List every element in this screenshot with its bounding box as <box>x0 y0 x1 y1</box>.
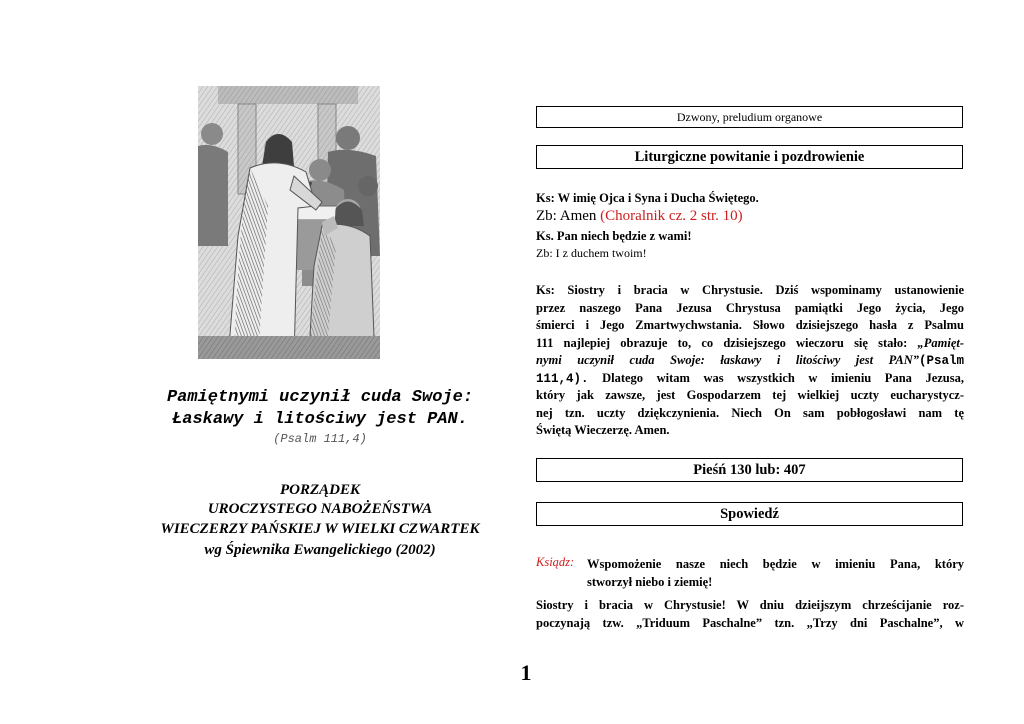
paragraph-line: śmierci i Jego Zmartwychwstania. Słowo dzisiejszego hasła z Psalmu <box>536 318 964 332</box>
order-title-line-4: wg Śpiewnika Ewangelickiego (2002) <box>204 542 436 558</box>
quote-text: nymi uczynił cuda Swoje: łaskawy i litościwy jest PAN” <box>536 353 919 367</box>
confession-line: stworzył niebo i ziemię! <box>587 575 713 589</box>
triduum-paragraph <box>536 597 964 632</box>
psalm-reference: (Psalm 111,4) <box>273 432 367 446</box>
hymn-box: Pieśń 130 lub: 407 <box>536 458 963 482</box>
confession-invocation <box>587 555 964 591</box>
last-supper-engraving-icon <box>198 86 380 359</box>
order-title-line-2: UROCZYSTEGO NABOŻEŃSTWA <box>207 501 433 517</box>
confession-line: Wspomożenie nasze niech będzie w imieniu Pana, który <box>587 557 964 571</box>
greeting-heading-box: Liturgiczne powitanie i pozdrowienie <box>536 145 963 169</box>
congregation-amen-text: Zb: Amen <box>536 208 597 224</box>
order-title-line-3: WIECZERZY PAŃSKIEJ W WIELKI CZWARTEK <box>160 521 480 537</box>
priest-label: Ksiądz: <box>536 555 575 569</box>
paragraph-line: Ks: Siostry i bracia w Chrystusie. Dziś wspominamy ustanowienie <box>536 283 964 297</box>
paragraph-line-part: Dlatego witam was wszystkich w imieniu Pana Jezusa, <box>588 370 964 385</box>
paragraph-line: przez naszego Pana Jezusa Chrystusa pamiątki Jego życia, Jego <box>536 300 964 315</box>
page-number: 1 <box>520 660 532 685</box>
paragraph-line: poczynają tzw. „Triduum Paschalne” tzn. „Trzy dni Paschalne”, w <box>536 615 964 630</box>
paragraph-line: Siostry i bracia w Chrystusie! W dniu dzieijszym chrześcijanie roz- <box>536 598 964 612</box>
congregation-amen <box>536 208 966 225</box>
paragraph-line <box>536 335 964 353</box>
welcome-paragraph <box>536 282 964 440</box>
bells-box: Dzwony, preludium organowe <box>536 106 963 128</box>
psalm-ref-inline-end: 111,4). <box>536 371 589 386</box>
priest-greeting: Ks. Pan niech będzie z wami! <box>536 229 692 243</box>
paragraph-line <box>536 370 964 388</box>
paragraph-line: który jak zawsze, jest Gospodarzem tej wielkiej uczty eucharystycz- <box>536 388 964 402</box>
quote-start: „Pamięt- <box>917 335 964 350</box>
congregation-response: Zb: I z duchem twoim! <box>536 246 647 260</box>
paragraph-line <box>536 352 964 370</box>
order-title-line-1: PORZĄDEK <box>279 482 360 498</box>
motto-line-1: Pamiętnymi uczynił cuda Swoje: <box>166 388 474 407</box>
paragraph-line: Świętą Wieczerzę. Amen. <box>536 423 670 437</box>
paragraph-line: nej tzn. uczty dziękczynienia. Niech On sam pobłogosławi nam tę <box>536 405 964 420</box>
choralnik-reference: (Choralnik cz. 2 str. 10) <box>600 208 743 224</box>
priest-invocation: Ks: W imię Ojca i Syna i Ducha Świętego. <box>536 191 759 205</box>
psalm-ref-inline: (Psalm <box>918 354 964 368</box>
motto-line-2: Łaskawy i litościwy jest PAN. <box>172 410 468 429</box>
engraving-drawing <box>198 86 380 359</box>
paragraph-line-part: 111 najlepiej obrazuje to, co dzisiejszego wieczoru się stało: <box>536 335 918 350</box>
confession-heading-box: Spowiedź <box>536 502 963 526</box>
